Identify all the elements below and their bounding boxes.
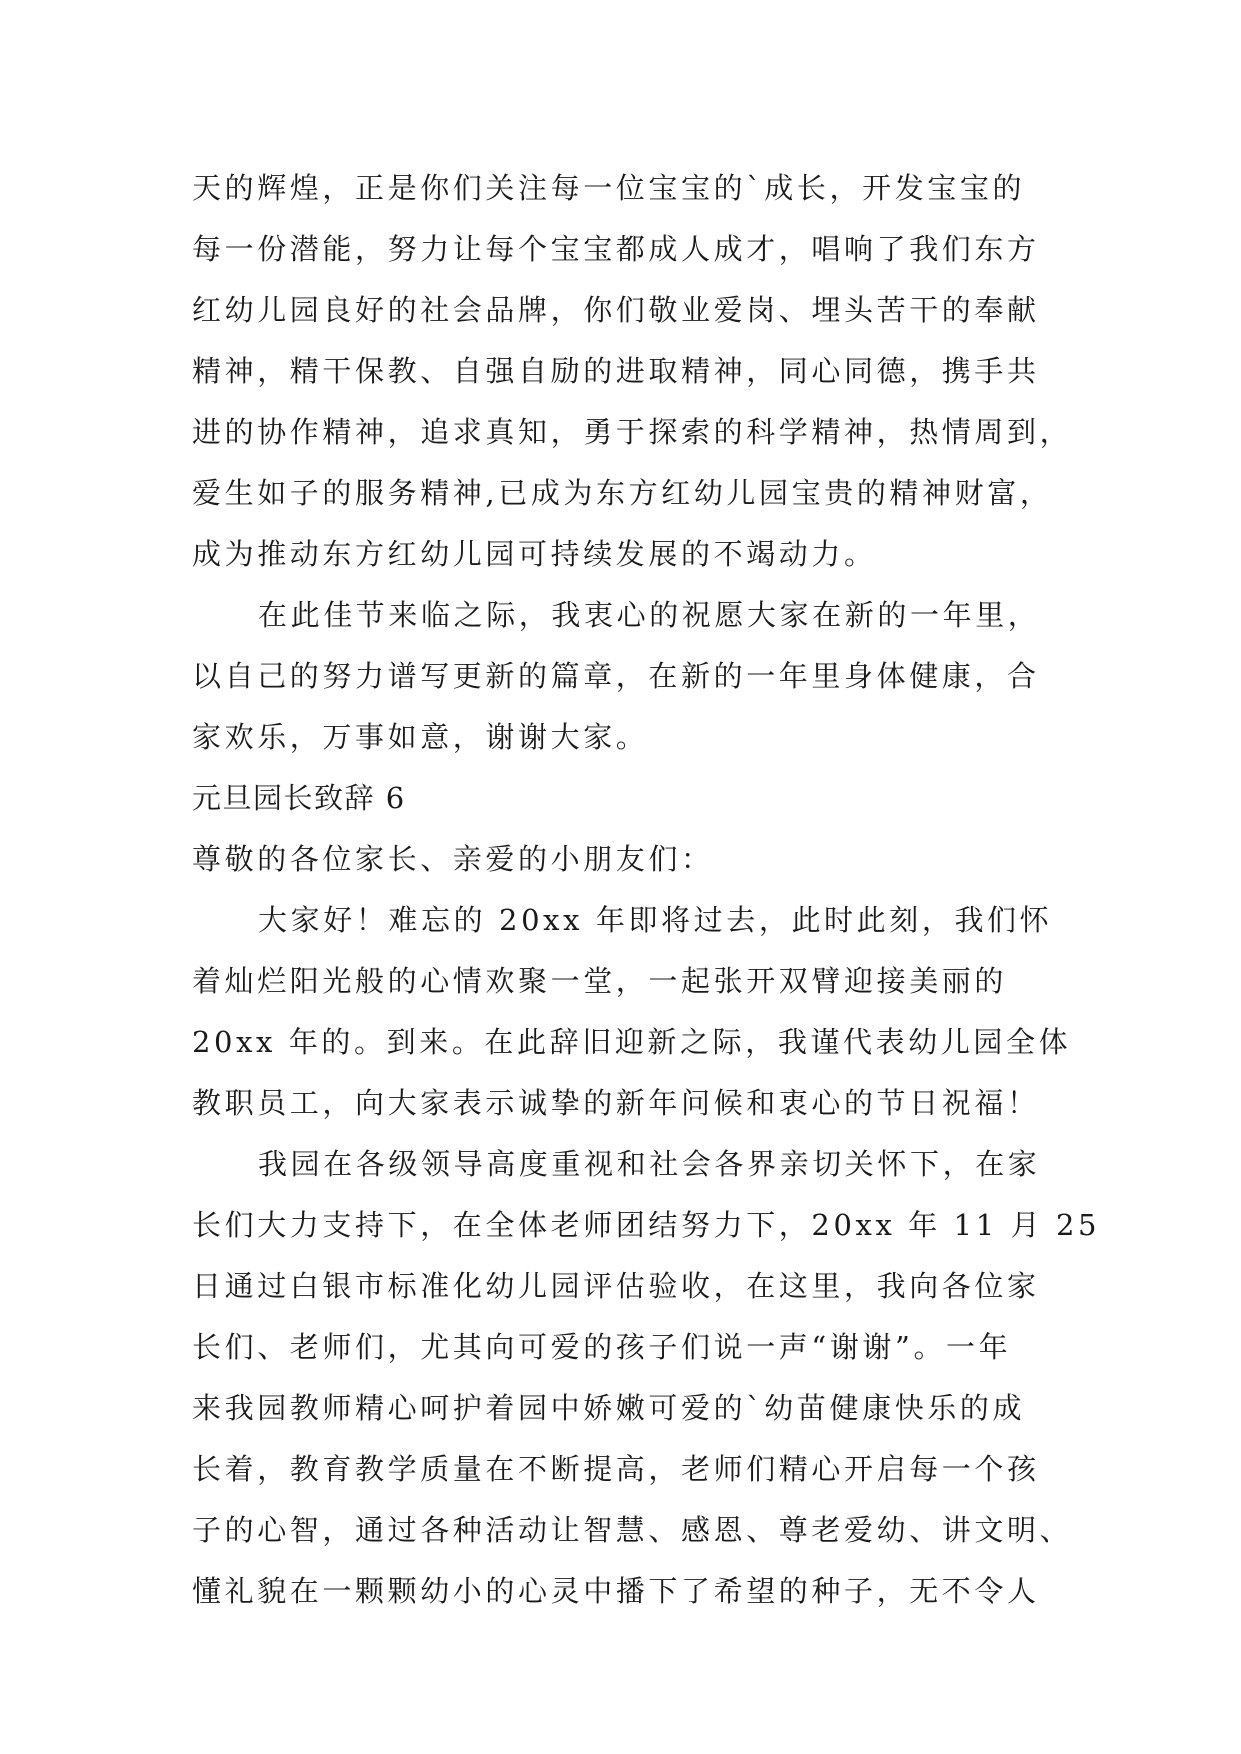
text-line: 每一份潜能，努力让每个宝宝都成人成才，唱响了我们东方 — [192, 232, 1040, 266]
text-line: 以自己的努力谱写更新的篇章，在新的一年里身体健康，合 — [192, 659, 1040, 693]
text-line: 成为推动东方红幼儿园可持续发展的不竭动力。 — [192, 537, 877, 571]
text-line: 教职员工，向大家表示诚挚的新年问候和衷心的节日祝福！ — [192, 1086, 1040, 1120]
text-line: 日通过白银市标准化幼儿园评估验收，在这里，我向各位家 — [192, 1269, 1040, 1303]
text-line: 子的心智，通过各种活动让智慧、感恩、尊老爱幼、讲文明、 — [192, 1513, 1073, 1547]
text-line: 天的辉煌，正是你们关注每一位宝宝的`成长，开发宝宝的 — [192, 171, 1026, 205]
section-heading: 元旦园长致辞 6 — [192, 781, 406, 815]
text-line: 着灿烂阳光般的心情欢聚一堂，一起张开双臂迎接美丽的 — [192, 964, 1008, 998]
text-line: 长着，教育教学质量在不断提高，老师们精心开启每一个孩 — [192, 1452, 1040, 1486]
text-line: 20xx 年的。到来。在此辞旧迎新之际，我谨代表幼儿园全体 — [192, 1025, 1072, 1059]
body-text — [192, 158, 1101, 1622]
text-line: 在此佳节来临之际，我衷心的祝愿大家在新的一年里， — [258, 598, 1041, 632]
text-line: 长们、老师们，尤其向可爱的孩子们说一声“谢谢”。一年 — [192, 1330, 1012, 1364]
text-line: 家欢乐，万事如意，谢谢大家。 — [192, 720, 649, 754]
text-line: 尊敬的各位家长、亲爱的小朋友们： — [192, 842, 714, 876]
text-line: 精神，精干保教、自强自励的进取精神，同心同德，携手共 — [192, 354, 1040, 388]
text-line: 来我园教师精心呵护着园中娇嫩可爱的`幼苗健康快乐的成 — [192, 1391, 1026, 1425]
text-line: 大家好！难忘的 20xx 年即将过去，此时此刻，我们怀 — [258, 903, 1053, 937]
text-line: 懂礼貌在一颗颗幼小的心灵中播下了希望的种子，无不令人 — [192, 1574, 1040, 1608]
text-line: 红幼儿园良好的社会品牌，你们敬业爱岗、埋头苦干的奉献 — [192, 293, 1040, 327]
text-line: 进的协作精神，追求真知，勇于探索的科学精神，热情周到， — [192, 415, 1073, 449]
text-line: 我园在各级领导高度重视和社会各界亲切关怀下，在家 — [258, 1147, 1041, 1181]
text-line: 长们大力支持下，在全体老师团结努力下，20xx 年 11 月 25 — [192, 1208, 1101, 1242]
text-line: 爱生如子的服务精神,已成为东方红幼儿园宝贵的精神财富， — [192, 476, 1053, 510]
